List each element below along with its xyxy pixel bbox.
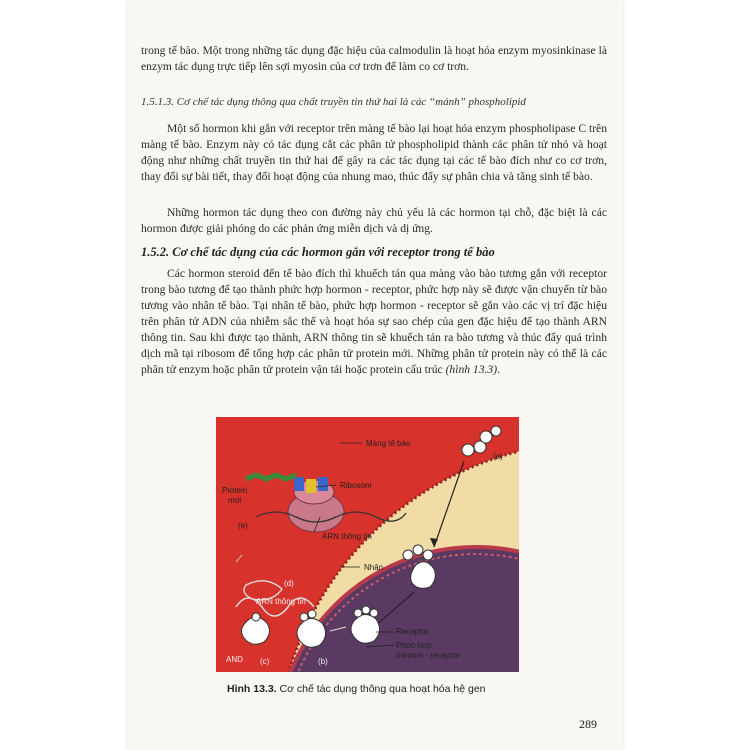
label-receptor: Receptor [396, 627, 429, 636]
caption-number: Hình 13.3. [227, 683, 277, 695]
paragraph-1: trong tế bào. Một trong những tác dụng đặc hiệu của calmodulin là hoạt hóa enzym myosinkinase là enzym tác dụng trực tiếp lên sợi myosin của cơ trơn để làm co cơ trơn. [141, 44, 607, 73]
label-and: AND [226, 655, 243, 664]
label-protein: Protein [222, 486, 248, 495]
figure-reference: (hình 13.3) [445, 363, 498, 376]
heading-1-5-1-3: 1.5.1.3. Cơ chế tác dụng thông qua chất truyền tin thứ hai là các “mảnh” phospholipid [141, 96, 526, 108]
paragraph-4-end: . [497, 363, 500, 376]
label-arn-thong-tin-nucleus: ARN thông tin [256, 597, 306, 606]
label-a: (a) [493, 452, 503, 461]
heading-1-5-1-3-block [141, 94, 607, 110]
new-protein-chain [246, 475, 296, 479]
cell-diagram [216, 417, 519, 672]
label-nhan: Nhân [364, 563, 384, 572]
label-arn-thong-tin-cytoplasm: ARN thông tin [322, 532, 372, 541]
paragraph-4-main: Các hormon steroid đến tế bào đích thì khuếch tán qua màng vào bào tương gắn với receptor trong bào tương để tạo thành phức hợp hormon - receptor, phức hợp này sẽ được vận chuyển từ bào tương vào nhân tế bào. Tại nhân tế bào, phức hợp hormon - receptor sẽ gắn vào các vị trí đặc hiệu trên phân tử ADN của nhiễm sắc thể và hoạt hóa sự sao chép của gen đặc hiệu để tạo thành ARN thông tin. Sau khi được tạo thành, ARN thông tin sẽ khuếch tán ra bào tương và thúc đẩy quá trình dịch mã tại ribosom để tổng hợp các phân tử protein mới. Những phân tử protein này có thể là các phân tử enzym hoặc phân tử protein vận tải hoặc protein cấu trúc [141, 267, 607, 376]
paragraph-2: Một số hormon khi gắn với receptor trên màng tế bào lại hoạt hóa enzym phospholipase C trên màng tế bào. Enzym này có tác dụng cắt các phân tử phospholipid thành các phân tử nhỏ và hoạt động như những chất truyền tin thứ hai để gây ra các tác dụng tại các tế bào đích như co cơ trơn, thay đổi sự bài tiết, thay đổi hoạt động của nhung mao, thúc đẩy sự phân chia và tăng sinh tế bào. [141, 122, 607, 183]
label-e: (e) [238, 521, 248, 530]
heading-1-5-2: 1.5.2. Cơ chế tác dụng của các hormon gắn với receptor trong tế bào [141, 245, 495, 259]
label-hormon-receptor: hormon - receptor [396, 651, 460, 660]
page-number: 289 [579, 717, 597, 731]
figure-caption [227, 683, 486, 695]
caption-text: Cơ chế tác dụng thông qua hoạt hóa hệ gen [276, 683, 486, 695]
figure-13-3 [216, 417, 519, 672]
paragraph-4 [141, 266, 607, 378]
label-mang-te-bao: Màng tế bào [366, 439, 411, 448]
paragraph-4-block [141, 266, 607, 378]
text-block [141, 43, 607, 75]
book-page [127, 0, 623, 750]
label-moi: mới [228, 496, 242, 505]
paragraph-3-block [141, 205, 607, 237]
label-phuc-hop: Phức hợp [396, 641, 432, 650]
paragraph-3: Những hormon tác dụng theo con đường này chủ yếu là các hormon tại chỗ, đặc biệt là các hormon được giải phóng do các phản ứng miễn dịch và dị ứng. [141, 206, 607, 235]
heading-1-5-2-block [141, 244, 607, 260]
hormone-receptor-complex-b [351, 606, 380, 643]
label-ribosom: Ribosom [340, 481, 372, 490]
label-b: (b) [318, 657, 328, 666]
label-d: (d) [284, 579, 294, 588]
label-c: (c) [260, 657, 270, 666]
paragraph-2-block [141, 121, 607, 185]
